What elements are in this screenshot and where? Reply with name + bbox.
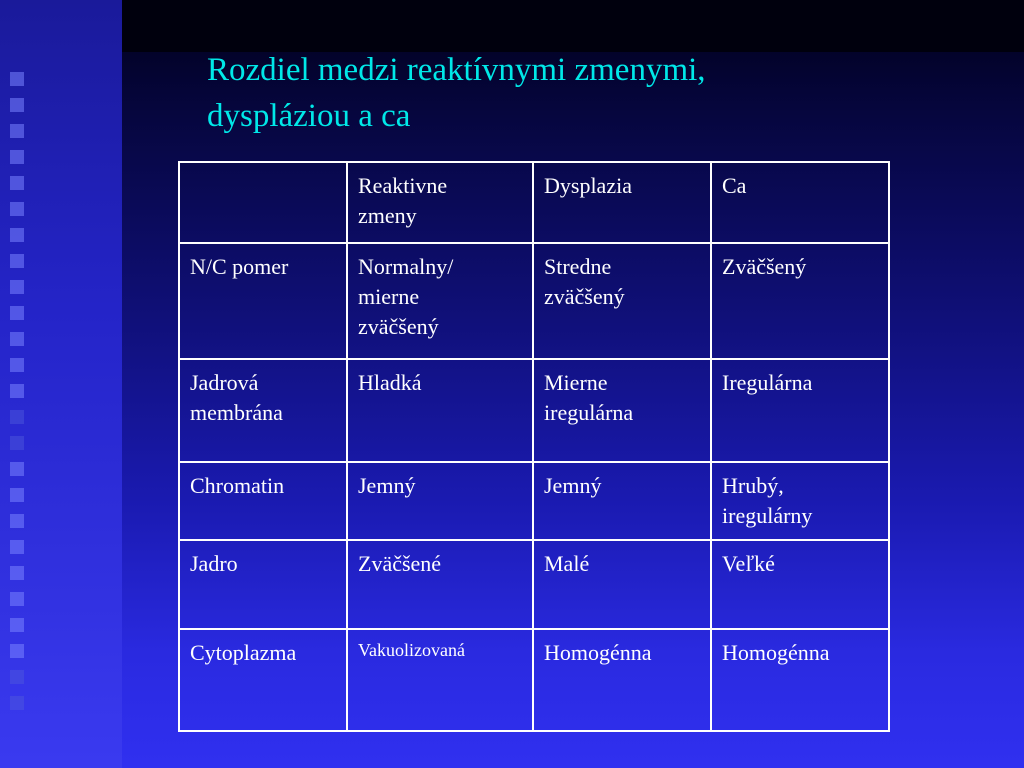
decor-square bbox=[10, 540, 24, 554]
table-cell: Vakuolizovaná bbox=[347, 629, 533, 731]
table-cell: Hrubý, iregulárny bbox=[711, 462, 889, 540]
decor-square bbox=[10, 306, 24, 320]
decor-square bbox=[10, 72, 24, 86]
table-cell: Cytoplazma bbox=[179, 629, 347, 731]
table-cell: Stredne zväčšený bbox=[533, 243, 711, 359]
decor-square bbox=[10, 670, 24, 684]
table-cell: Mierne iregulárna bbox=[533, 359, 711, 462]
decor-square bbox=[10, 150, 24, 164]
left-decorative-strip bbox=[0, 0, 122, 768]
decor-square bbox=[10, 280, 24, 294]
table-header-cell: Ca bbox=[711, 162, 889, 243]
slide-title-line1: Rozdiel medzi reaktívnymi zmenymi, bbox=[207, 52, 706, 88]
table-cell: Zväčšené bbox=[347, 540, 533, 629]
slide-title bbox=[207, 47, 967, 139]
table-cell: N/C pomer bbox=[179, 243, 347, 359]
slide-title-line2: dyspláziou a ca bbox=[207, 98, 411, 134]
decor-square bbox=[10, 176, 24, 190]
table-cell: Jadrová membrána bbox=[179, 359, 347, 462]
decor-square bbox=[10, 644, 24, 658]
table-cell: Homogénna bbox=[533, 629, 711, 731]
table-cell: Malé bbox=[533, 540, 711, 629]
table-cell: Homogénna bbox=[711, 629, 889, 731]
decor-square bbox=[10, 696, 24, 710]
decor-square bbox=[10, 618, 24, 632]
table-cell: Hladká bbox=[347, 359, 533, 462]
decor-square bbox=[10, 410, 24, 424]
table-header-row bbox=[179, 162, 889, 243]
table-header-cell: Dysplazia bbox=[533, 162, 711, 243]
table-header-cell: Reaktivne zmeny bbox=[347, 162, 533, 243]
decor-square bbox=[10, 592, 24, 606]
table-cell: Normalny/ mierne zväčšený bbox=[347, 243, 533, 359]
decor-square bbox=[10, 514, 24, 528]
table-header-cell bbox=[179, 162, 347, 243]
decor-square bbox=[10, 124, 24, 138]
table-row bbox=[179, 540, 889, 629]
decor-square bbox=[10, 202, 24, 216]
decor-square bbox=[10, 228, 24, 242]
comparison-table bbox=[178, 161, 890, 732]
decor-square bbox=[10, 254, 24, 268]
decor-square bbox=[10, 358, 24, 372]
table-row bbox=[179, 359, 889, 462]
table-cell: Zväčšený bbox=[711, 243, 889, 359]
decor-square bbox=[10, 436, 24, 450]
decor-square bbox=[10, 462, 24, 476]
table-row bbox=[179, 462, 889, 540]
decor-square bbox=[10, 332, 24, 346]
decor-square bbox=[10, 566, 24, 580]
table-row bbox=[179, 629, 889, 731]
table-cell: Chromatin bbox=[179, 462, 347, 540]
table-cell: Jemný bbox=[533, 462, 711, 540]
decor-square bbox=[10, 488, 24, 502]
table-cell: Jadro bbox=[179, 540, 347, 629]
top-dark-band bbox=[122, 0, 1024, 52]
table-cell: Veľké bbox=[711, 540, 889, 629]
decor-square bbox=[10, 98, 24, 112]
table-cell: Jemný bbox=[347, 462, 533, 540]
table-row bbox=[179, 243, 889, 359]
table-cell: Iregulárna bbox=[711, 359, 889, 462]
decor-square bbox=[10, 384, 24, 398]
